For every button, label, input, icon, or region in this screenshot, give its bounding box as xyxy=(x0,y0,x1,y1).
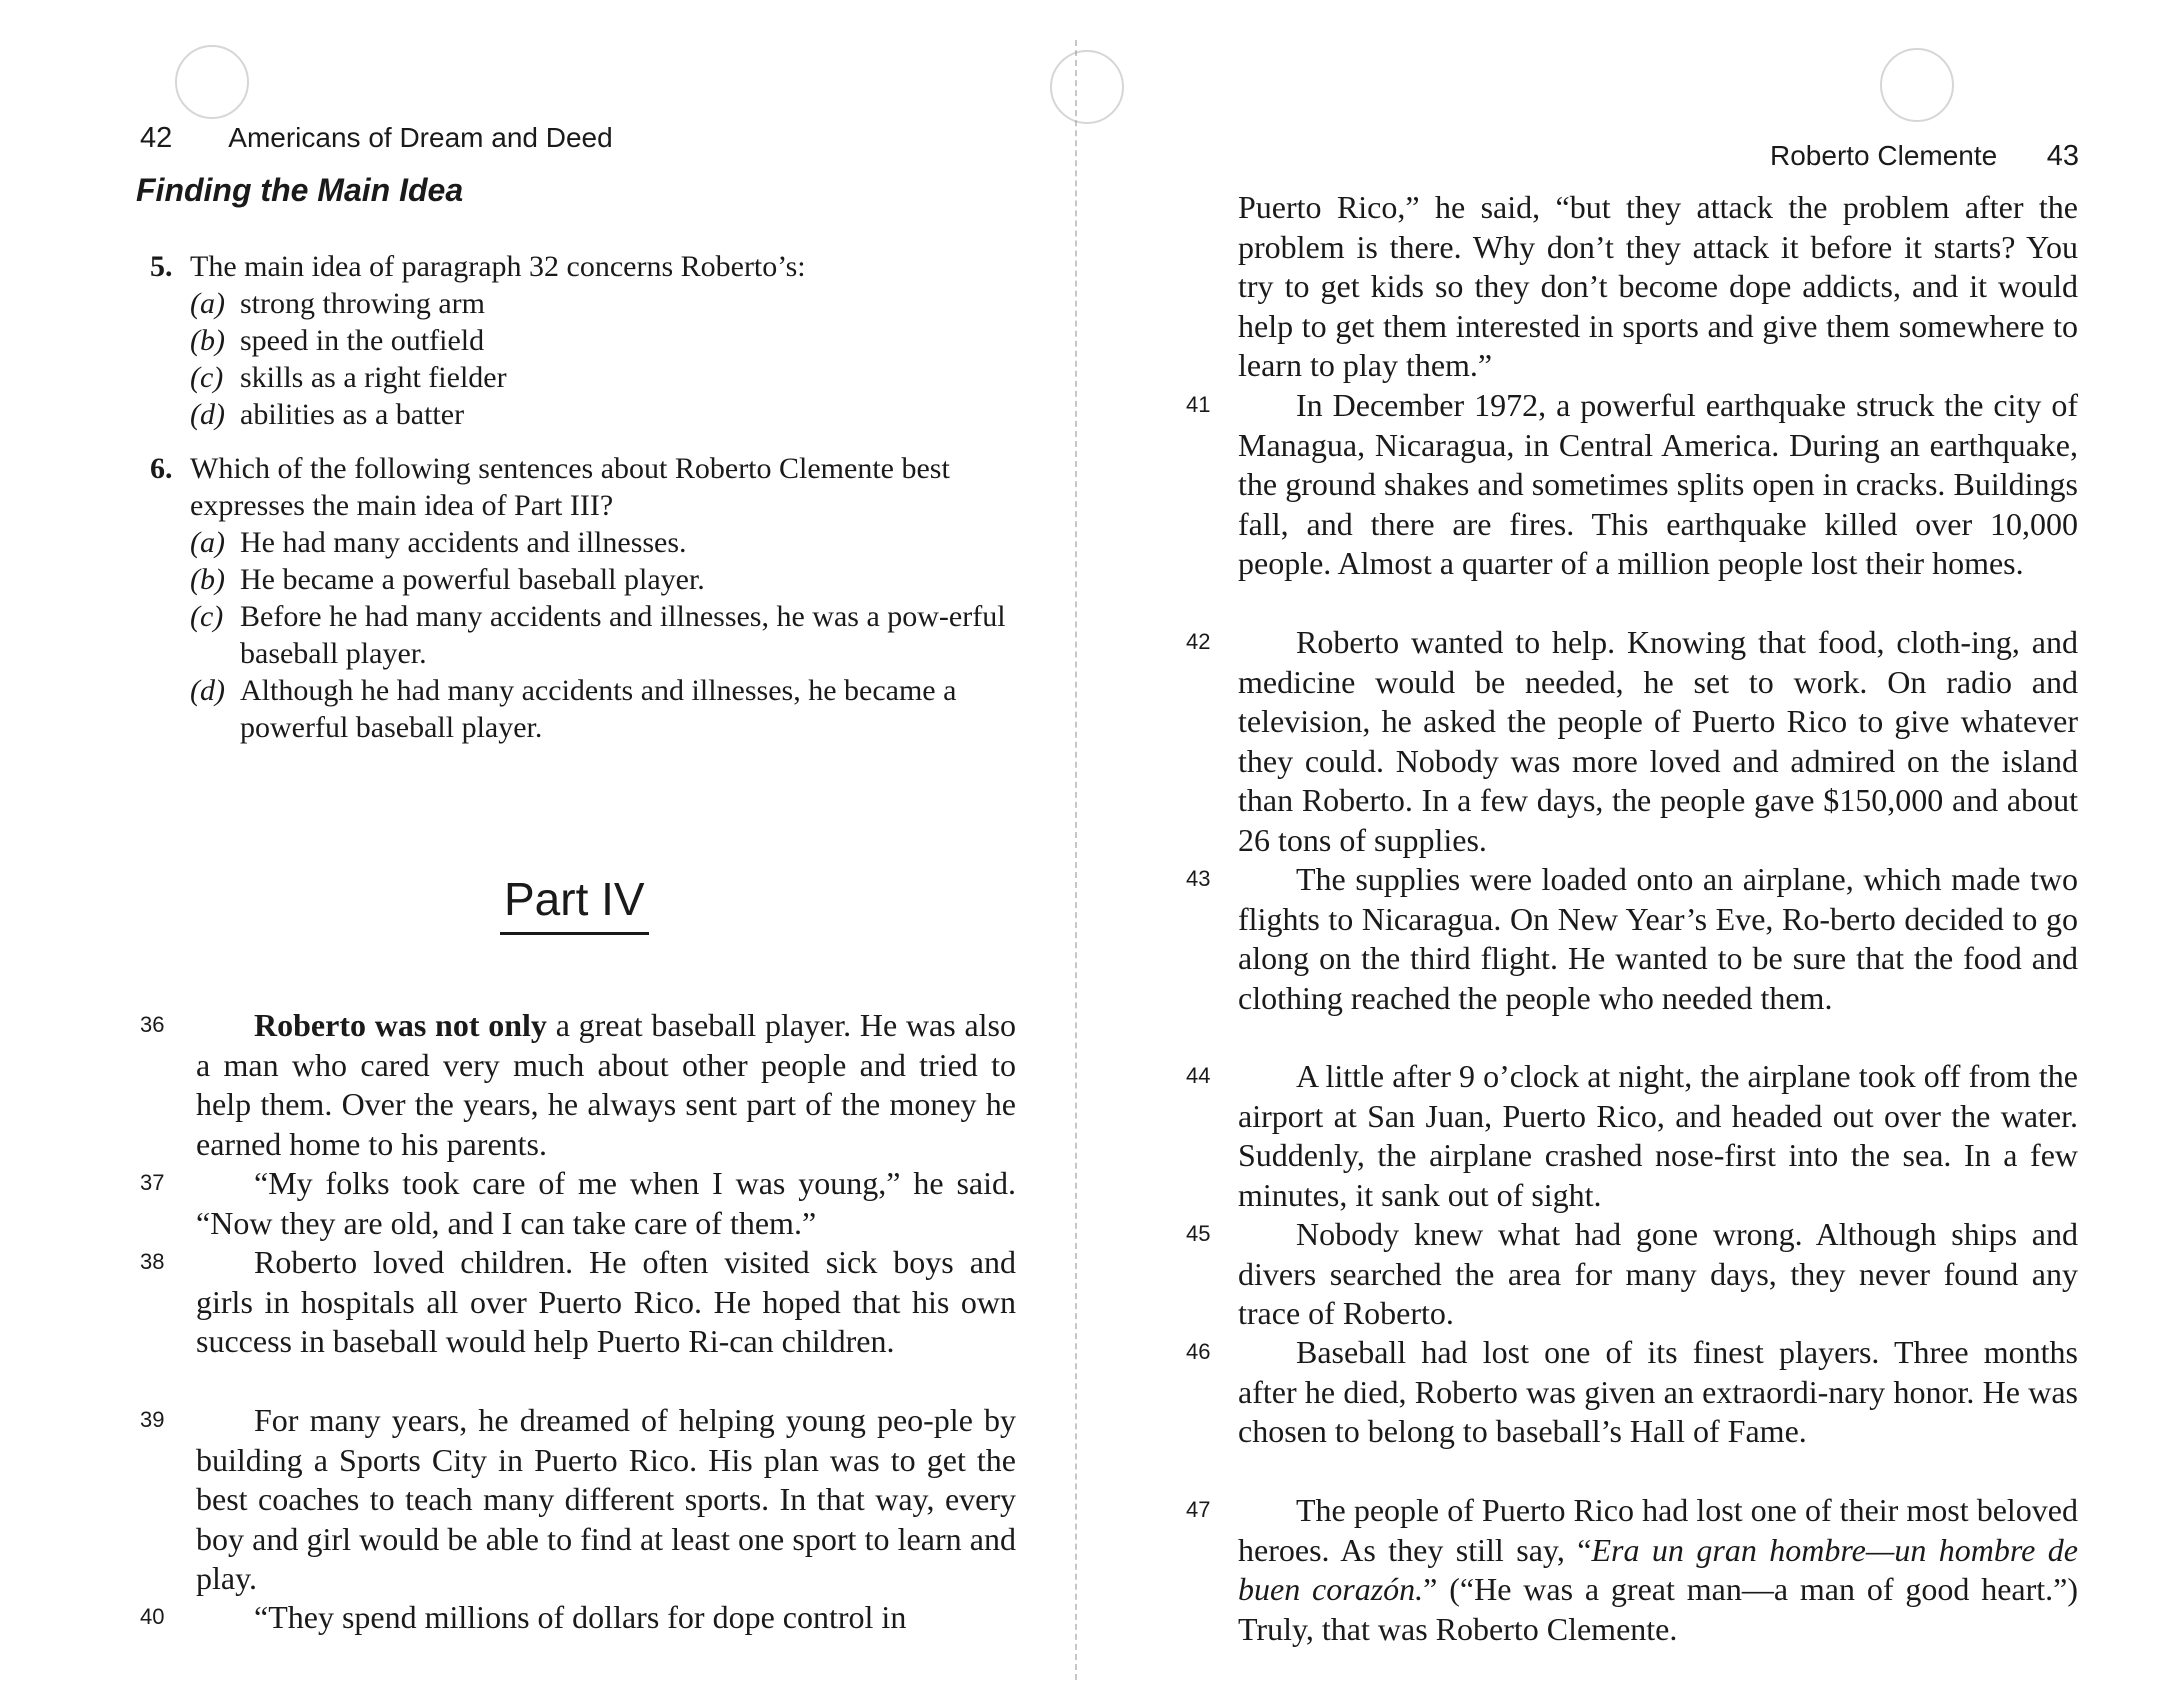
paragraph-40: “They spend millions of dollars for dope control in xyxy=(254,1599,907,1635)
paragraph-number: 42 xyxy=(1186,629,1211,654)
answer-option: (d) Although he had many accidents and illnesses, he became a powerful baseball player. xyxy=(190,674,957,744)
running-head-right xyxy=(1770,140,2079,173)
chapter-title: Roberto Clemente xyxy=(1770,140,1998,171)
paragraph-46: Baseball had lost one of its finest players. Three months after he died, Roberto was given an extraordi-nary honor. He was chosen to belong to baseball’s Hall of Fame. xyxy=(1238,1334,2078,1449)
section-title: Finding the Main Idea xyxy=(136,172,464,208)
paragraph-number: 40 xyxy=(140,1604,165,1629)
paragraph-number: 44 xyxy=(1186,1063,1211,1088)
paragraph-45: Nobody knew what had gone wrong. Although ships and divers searched the area for many days, they never found any trace of Roberto. xyxy=(1238,1216,2078,1331)
lead-in-text: Roberto was not only xyxy=(254,1007,547,1043)
page-number-left: 42 xyxy=(140,122,173,154)
answer-option: (b) speed in the outfield xyxy=(190,324,485,357)
question-stem: The main idea of paragraph 32 concerns Roberto’s: xyxy=(190,250,806,283)
question-6 xyxy=(150,450,1030,746)
paragraph-number: 46 xyxy=(1186,1339,1211,1364)
answer-option: (c) skills as a right fielder xyxy=(190,361,507,394)
paragraph-number: 43 xyxy=(1186,866,1211,891)
paragraph-number: 45 xyxy=(1186,1221,1211,1246)
paragraph-44: A little after 9 o’clock at night, the airplane took off from the airport at San Juan, Puerto Rico, and headed out over the water. Suddenly, the airplane crashed nose-first into the sea. In a few minutes, it sank out of sight. xyxy=(1238,1058,2078,1213)
book-title: Americans of Dream and Deed xyxy=(228,122,613,153)
answer-option: (a) He had many accidents and illnesses. xyxy=(190,526,687,559)
paragraph-43: The supplies were loaded onto an airplane, which made two flights to Nicaragua. On New Year’s Eve, Ro-berto decided to go along on the third flight. He wanted to be sure that the food and clothing reached the people who needed them. xyxy=(1238,861,2078,1016)
answer-options xyxy=(150,524,1030,746)
answer-option: (a) strong throwing arm xyxy=(190,287,485,320)
part-heading: Part IV xyxy=(500,872,649,935)
paragraph-36: Roberto was not only a great baseball player. He was also a man who cared very much about other people and tried to help them. Over the years, he always sent part of the money he earned home to his parents. xyxy=(196,1007,1017,1162)
paragraph-number: 37 xyxy=(140,1170,165,1195)
running-head-left xyxy=(140,122,613,155)
paragraph-47: The people of Puerto Rico had lost one of their most beloved heroes. As they still say, “Era un gran hombre—un hombre de buen corazón.” (“He was a great man—a man of good heart.”) Truly, that was Roberto Clemente. xyxy=(1238,1492,2079,1647)
paragraph-37: “My folks took care of me when I was young,” he said. “Now they are old, and I can take care of them.” xyxy=(196,1165,1016,1241)
answer-options xyxy=(150,285,1030,433)
paragraph-number: 41 xyxy=(1186,392,1211,417)
paragraph-38: Roberto loved children. He often visited sick boys and girls in hospitals all over Puerto Rico. He hoped that his own success in baseball would help Puerto Ri-can children. xyxy=(196,1244,1016,1359)
paragraph-39: For many years, he dreamed of helping young peo-ple by building a Sports City in Puerto Rico. His plan was to get the best coaches to teach many different sports. In that way, every boy and girl would be able to find at least one sport to learn and play. xyxy=(196,1402,1016,1596)
answer-option: (c) Before he had many accidents and illnesses, he was a pow-erful baseball player. xyxy=(190,600,1006,670)
page-number-right: 43 xyxy=(2046,140,2080,172)
paragraph-41: In December 1972, a powerful earthquake struck the city of Managua, Nicaragua, in Central America. During an earthquake, the ground shakes and sometimes splits open in cracks. Buildings fall, and there are fires. This earthquake killed over 10,000 people. Almost a quarter of a million people lost their homes. xyxy=(1238,387,2078,581)
paragraph-40-continued: Puerto Rico,” he said, “but they attack the problem after the problem is there. Why don’t they attack it before it starts? You try to get kids so they don’t become dope addicts, and it would help to get them interested in sports and give them somewhere to learn to play them.” xyxy=(1238,189,2078,383)
answer-option: (b) He became a powerful baseball player. xyxy=(190,563,705,596)
question-number: 5. xyxy=(150,250,173,283)
paragraph-42: Roberto wanted to help. Knowing that food, cloth-ing, and medicine would be needed, he set to work. On radio and television, he asked the people of Puerto Rico to give whatever they could. Nobody was more loved and admired on the island than Roberto. In a few days, the people gave $150,000 and about 26 tons of supplies. xyxy=(1238,624,2078,858)
paragraph-number: 36 xyxy=(140,1012,165,1037)
spanish-quote: Era un gran hombre—un hombre de buen corazón. xyxy=(1238,1531,2078,1607)
paragraph-number: 47 xyxy=(1186,1497,1211,1522)
question-number: 6. xyxy=(150,452,173,485)
paragraph-number: 39 xyxy=(140,1407,165,1432)
question-stem: Which of the following sentences about Roberto Clemente best expresses the main idea of Part III? xyxy=(190,452,950,522)
question-5 xyxy=(150,248,1030,433)
answer-option: (d) abilities as a batter xyxy=(190,398,465,431)
right-page xyxy=(1080,0,2159,1700)
paragraph-number: 38 xyxy=(140,1249,165,1274)
